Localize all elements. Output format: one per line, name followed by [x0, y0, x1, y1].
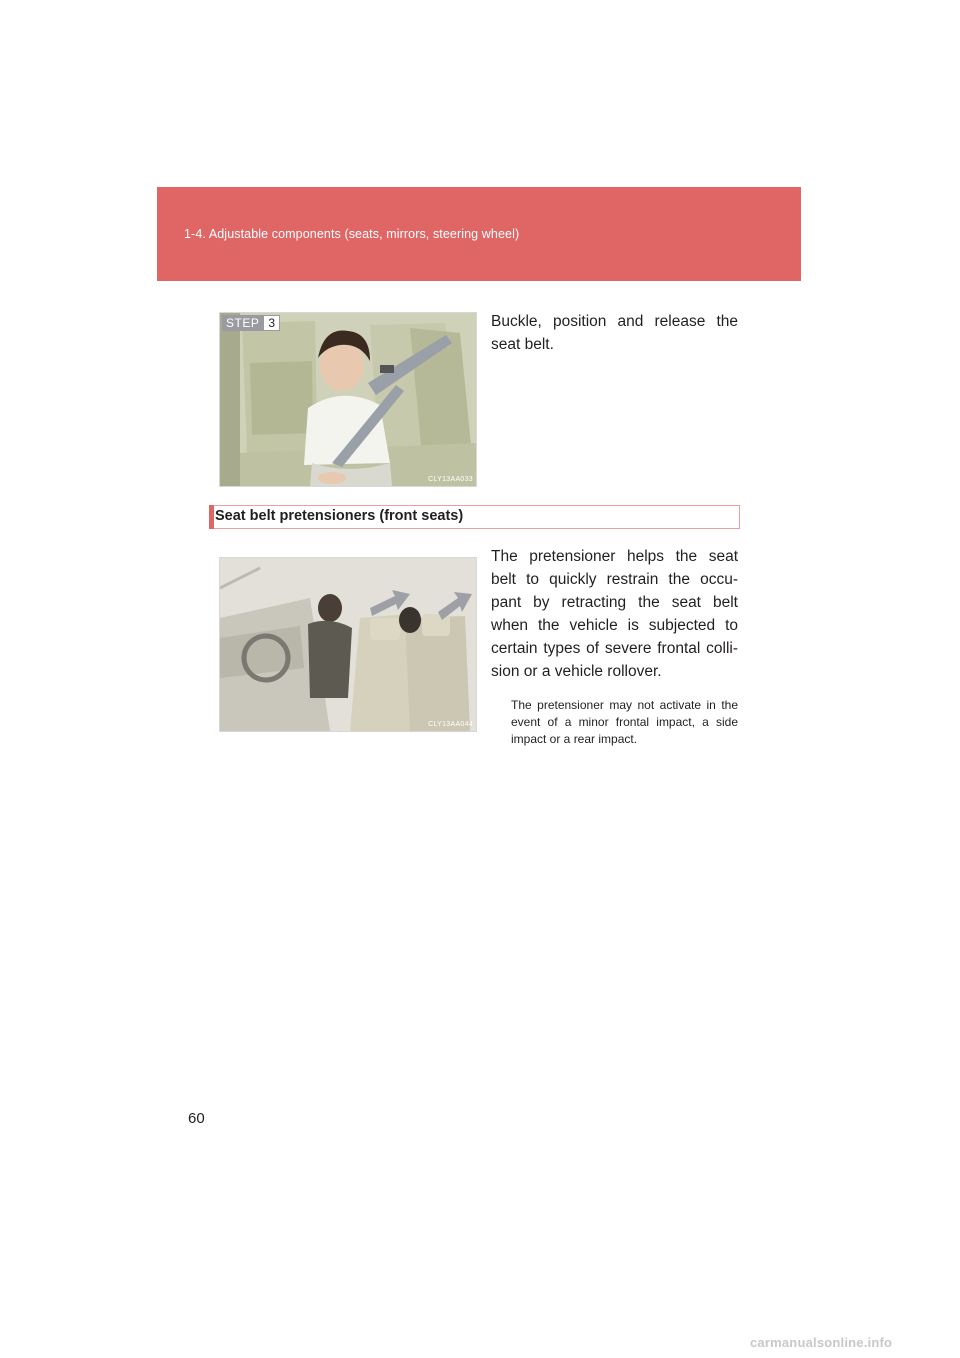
step-number: 3	[263, 315, 280, 331]
step-badge	[222, 315, 280, 331]
section-heading	[209, 505, 740, 529]
page-number: 60	[188, 1110, 205, 1127]
pretensioner-description: The pretensioner helps the seat belt to quickly restrain the occu-pant by retracting the seat belt when the vehicle is subjected to certain types of severe frontal colli-sion or a vehicle rollover.	[491, 548, 738, 680]
section-heading-accent	[209, 505, 214, 529]
pretensioner-note: The pretensioner may not activate in the event of a minor frontal impact, a side impact or a rear impact.	[511, 698, 738, 746]
chapter-header-band	[157, 187, 801, 281]
child-seat-belt-illustration	[219, 312, 477, 487]
figure-code: CLY13AA033	[428, 476, 473, 483]
step-instruction: Buckle, position and release the seat belt.	[491, 313, 738, 353]
section-title: Seat belt pretensioners (front seats)	[215, 508, 464, 524]
pretensioner-illustration	[219, 557, 477, 732]
step-label: STEP	[222, 315, 263, 331]
breadcrumb: 1-4. Adjustable components (seats, mirrors, steering wheel)	[184, 227, 520, 241]
watermark: carmanualsonline.info	[750, 1335, 893, 1350]
figure-code: CLY13AA044	[428, 721, 473, 728]
